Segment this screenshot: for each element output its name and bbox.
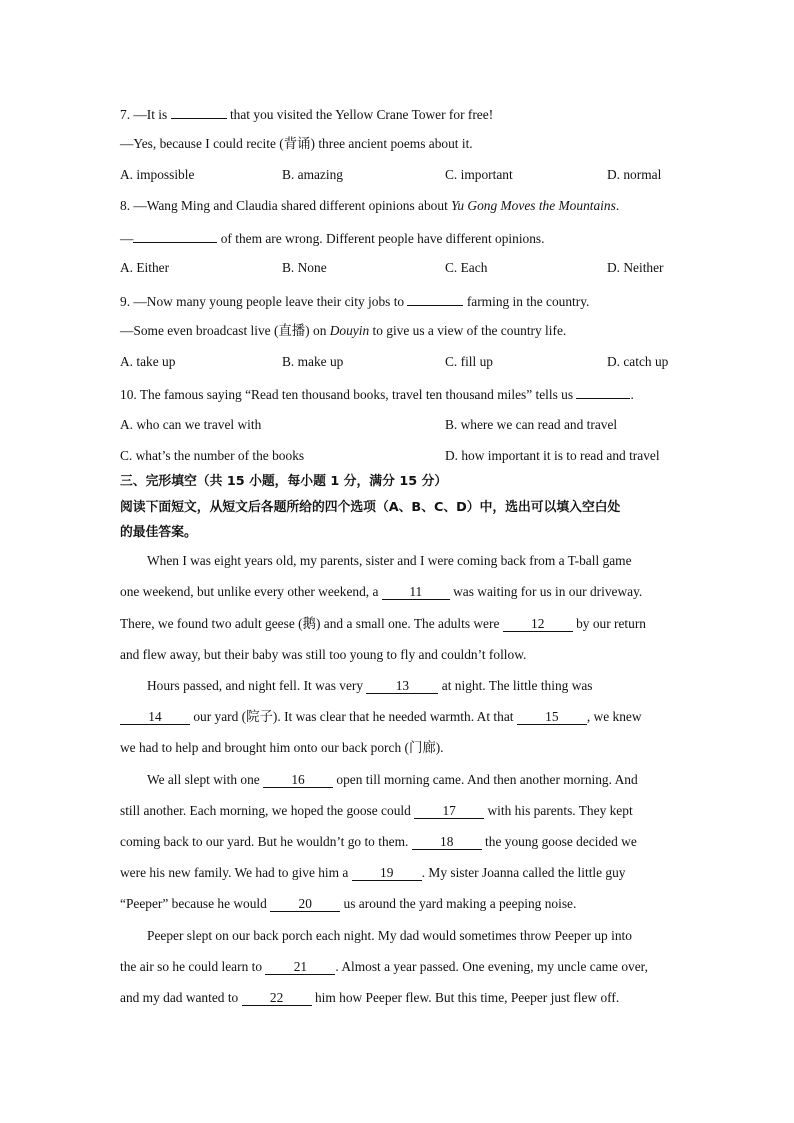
q9-blank [407,292,463,306]
q9-line1 [120,292,589,310]
text-segment: at night. The little thing was [438,678,593,693]
q8-dash: — [120,231,134,246]
passage-p2-line1 [147,678,593,694]
passage-p2-line2 [120,709,642,725]
passage-p1-line1: When I was eight years old, my parents, sister and I were coming back from a T-ball game [147,553,632,568]
text-segment: him how Peeper flew. But this time, Peeper just flew off. [311,990,620,1005]
q8-option-a: A. Either [120,260,170,275]
q7-option-d: D. normal [607,167,662,182]
text-segment: and my dad wanted to [120,990,242,1005]
q8-option-b: B. None [282,260,327,275]
text-segment: Hours passed, and night fell. It was very [147,678,367,693]
q10-stem-end: . [630,387,634,402]
text-segment: . Almost a year passed. One evening, my uncle came over, [335,959,648,974]
passage-p3-line4 [120,865,626,881]
q8-stem-rest: of them are wrong. Different people have different opinions. [217,231,545,246]
blank-11: 11 [382,585,450,600]
q9-stem-end: farming in the country. [463,294,590,309]
q9-stem-start: 9. —Now many young people leave their city jobs to [120,294,408,309]
blank-16: 16 [263,773,333,788]
passage-p2-line3: we had to help and brought him onto our back porch (门廊). [120,740,444,755]
passage-p1-line2 [120,584,642,600]
q9-app-name: Douyin [329,323,370,338]
text-segment: . My sister Joanna called the little guy [421,865,626,880]
section3-instruction-line1: 阅读下面短文，从短文后各题所给的四个选项（A、B、C、D）中，选出可以填入空白处 [120,500,621,515]
q10-option-c: C. what’s the number of the books [120,448,305,463]
q9-option-b: B. make up [282,354,344,369]
text-segment: us around the yard making a peeping noise. [340,896,577,911]
blank-17: 17 [414,804,484,819]
passage-p3-line3 [120,834,637,850]
text-segment: open till morning came. And then another morning. And [333,772,638,787]
passage-p3-line5 [120,896,576,912]
q8-stem-start: 8. —Wang Ming and Claudia shared different opinions about [120,198,452,213]
text-segment: coming back to our yard. But he wouldn’t go to them. [120,834,412,849]
q10-option-d: D. how important it is to read and travel [445,448,660,463]
blank-20: 20 [270,897,340,912]
q7-stem-end: that you visited the Yellow Crane Tower for free! [226,107,494,122]
text-segment: the young goose decided we [481,834,637,849]
blank-19: 19 [352,866,422,881]
text-segment: , we knew [586,709,642,724]
q8-book-title: Yu Gong Moves the Mountains [451,198,616,213]
q9-option-d: D. catch up [607,354,669,369]
q9-reply-start: —Some even broadcast live (直播) on [120,323,330,338]
q7-line2: —Yes, because I could recite (背诵) three ancient poems about it. [120,136,473,151]
q9-option-a: A. take up [120,354,176,369]
text-segment: still another. Each morning, we hoped the goose could [120,803,415,818]
q8-option-d: D. Neither [607,260,664,275]
q10-blank [576,385,630,399]
q10-option-b: B. where we can read and travel [445,417,618,432]
q8-line1 [120,198,619,214]
q9-option-c: C. fill up [445,354,493,369]
passage-p1-line3 [120,616,646,632]
passage-p3-line2 [120,803,633,819]
text-segment: our yard (院子). It was clear that he needed warmth. At that [190,709,517,724]
text-segment: We all slept with one [147,772,264,787]
q8-stem-end: . [615,198,620,213]
passage-p4-line2 [120,959,648,975]
text-segment: the air so he could learn to [120,959,266,974]
passage-p4-line1: Peeper slept on our back porch each night. My dad would sometimes throw Peeper up into [147,928,632,943]
q10-option-a: A. who can we travel with [120,417,262,432]
q9-reply-end: to give us a view of the country life. [369,323,567,338]
q8-option-c: C. Each [445,260,488,275]
q7-option-b: B. amazing [282,167,343,182]
q7-option-a: A. impossible [120,167,195,182]
q7-blank [171,105,227,119]
text-segment: with his parents. They kept [484,803,633,818]
blank-13: 13 [366,679,438,694]
text-segment: by our return [572,616,647,631]
q9-line2 [120,323,566,339]
q7-stem-start: 7. —It is [120,107,171,122]
text-segment: was waiting for us in our driveway. [449,584,643,599]
blank-21: 21 [265,960,335,975]
passage-p3-line1 [147,772,638,788]
text-segment: There, we found two adult geese (鹅) and a small one. The adults were [120,616,503,631]
text-segment: one weekend, but unlike every other weekend, a [120,584,382,599]
text-segment: “Peeper” because he would [120,896,271,911]
passage-p1-line4: and flew away, but their baby was still too young to fly and couldn’t follow. [120,647,527,662]
section3-heading: 三、完形填空（共 15 小题，每小题 1 分，满分 15 分） [120,474,448,489]
text-segment: were his new family. We had to give him a [120,865,352,880]
blank-14: 14 [120,710,190,725]
q7-option-c: C. important [445,167,513,182]
blank-12: 12 [503,617,573,632]
blank-18: 18 [412,835,482,850]
q8-blank [133,229,217,243]
q10-line1 [120,385,634,403]
blank-15: 15 [517,710,587,725]
q8-line2 [120,229,545,247]
passage-p4-line3 [120,990,619,1006]
blank-22: 22 [242,991,312,1006]
section3-instruction-line2: 的最佳答案。 [120,525,197,540]
q7-line1 [120,105,493,123]
q10-stem-start: 10. The famous saying “Read ten thousand books, travel ten thousand miles” tells us [120,387,577,402]
